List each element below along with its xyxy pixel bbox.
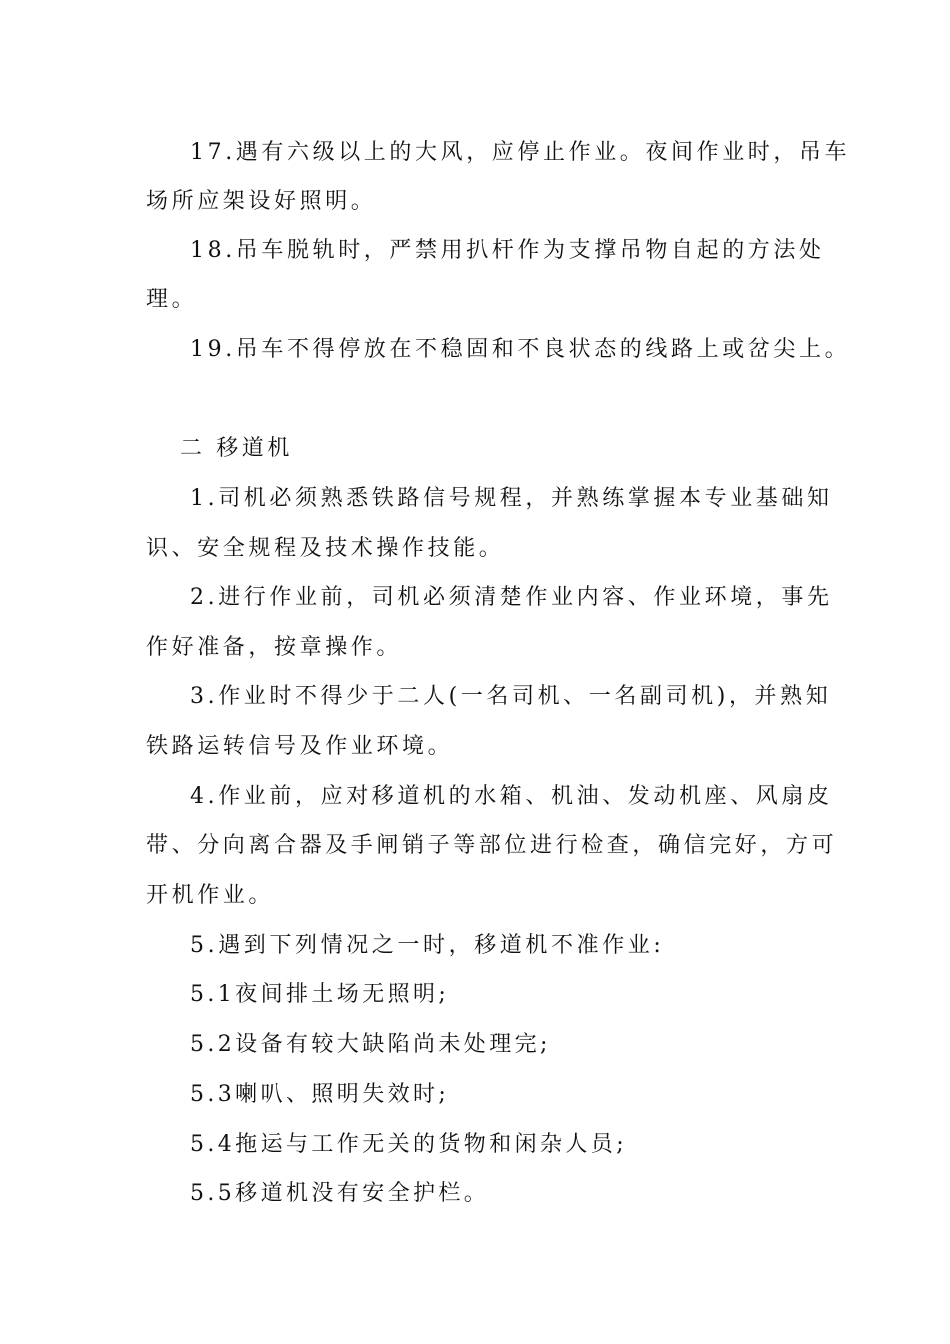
paragraph-18-line-2: 理。	[146, 287, 198, 312]
item-3-line-2: 铁路运转信号及作业环境。	[146, 734, 454, 759]
paragraph-17-line-1: 17.遇有六级以上的大风，应停止作业。夜间作业时，吊车	[190, 140, 851, 165]
item-2-line-1: 2.进行作业前，司机必须清楚作业内容、作业环境，事先	[190, 585, 833, 610]
item-5-4: 5.4拖运与工作无关的货物和闲杂人员;	[190, 1132, 628, 1157]
item-3-line-1: 3.作业时不得少于二人(一名司机、一名副司机)，并熟知	[190, 684, 832, 709]
item-5-5: 5.5移道机没有安全护栏。	[190, 1181, 490, 1206]
item-2-line-2: 作好准备，按章操作。	[146, 635, 403, 660]
item-1-line-2: 识、安全规程及技术操作技能。	[146, 536, 505, 561]
item-4-line-1: 4.作业前，应对移道机的水箱、机油、发动机座、风扇皮	[190, 784, 833, 809]
item-5-1: 5.1夜间排土场无照明;	[190, 982, 450, 1007]
item-4-line-3: 开机作业。	[146, 883, 275, 908]
item-4-line-2: 带、分向离合器及手闸销子等部位进行检查，确信完好，方可	[146, 833, 838, 858]
paragraph-18-line-1: 18.吊车脱轨时，严禁用扒杆作为支撑吊物自起的方法处	[190, 238, 825, 263]
paragraph-19: 19.吊车不得停放在不稳固和不良状态的线路上或岔尖上。	[190, 337, 851, 362]
item-5: 5.遇到下列情况之一时，移道机不准作业:	[190, 933, 665, 958]
section-heading: 二 移道机	[180, 436, 293, 461]
paragraph-17-line-2: 场所应架设好照明。	[146, 189, 377, 214]
item-5-3: 5.3喇叭、照明失效时;	[190, 1082, 450, 1107]
item-5-2: 5.2设备有较大缺陷尚未处理完;	[190, 1032, 551, 1057]
item-1-line-1: 1.司机必须熟悉铁路信号规程，并熟练掌握本专业基础知	[190, 486, 833, 511]
